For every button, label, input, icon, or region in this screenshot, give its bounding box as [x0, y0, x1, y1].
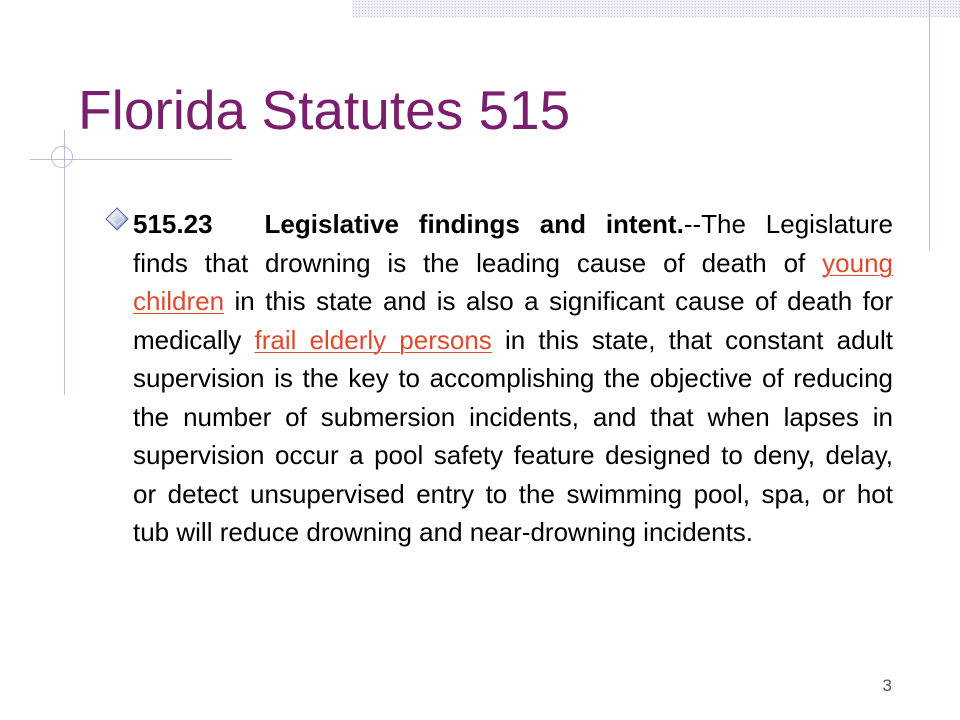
paragraph-text-3: in this state, that constant adult supervision is the key to accomplishing the objective of reducing the number of submersion incidents, and that when lapses in supervision occur a pool safety feature designed to deny, delay, or detect unsupervised entry to the swimming pool, spa, or hot tub will reduce drowning and near-drowning incidents. [133, 324, 893, 547]
section-number: 515.23 [133, 209, 213, 239]
diamond-bullet-icon [104, 206, 130, 232]
link-frail-elderly-persons[interactable]: frail elderly persons [254, 324, 492, 355]
paragraph-text-2: in this state and is also a significant cause of death for medically [133, 286, 893, 355]
page-number: 3 [882, 676, 892, 695]
slide-title: Florida Statutes 515 [78, 79, 571, 141]
decorative-left-line [64, 130, 65, 395]
link-young-children[interactable]: young children [133, 247, 893, 316]
statute-paragraph [133, 205, 893, 552]
crosshair-ring-ornament [51, 146, 73, 168]
section-heading: Legislative findings and intent. [264, 209, 684, 239]
decorative-top-band [352, 0, 960, 17]
decorative-right-line [929, 0, 930, 250]
paragraph-text-1: --The Legislature finds that drowning is the leading cause of death of [133, 209, 893, 278]
